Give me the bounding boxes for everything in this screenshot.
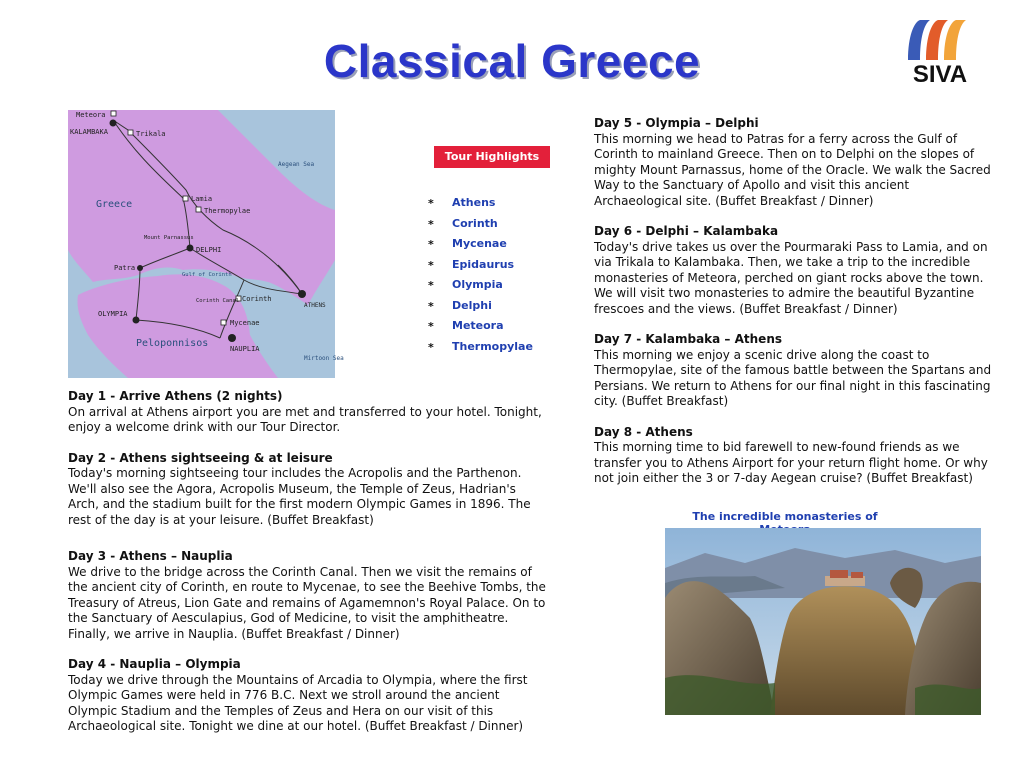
itinerary-left-column (68, 389, 548, 735)
map-label-patra: Patra (114, 264, 136, 272)
map-label-mount-parnassus: Mount Parnassus (144, 235, 194, 241)
bullet: * (428, 217, 434, 231)
day-description: This morning time to bid farewell to new-found friends as we transfer you to Athens Airport for your return flight home. Or why not join either the 3 or 7-day Aegean cruise? (Buffet Breakfast) (594, 440, 988, 485)
bullet: * (428, 279, 434, 292)
bullet: * (428, 299, 434, 313)
day-8 (594, 425, 994, 487)
day-description: Today's morning sightseeing tour includes the Acropolis and the Parthenon. We'll also see the Agora, Acropolis Museum, the Temple of Zeus, Hadrian's Arch, and the stadium built for the first modern Olympic Games in 1896. The rest of the day is at your leisure. (Buffet Breakfast) (68, 466, 531, 527)
day-1 (68, 389, 548, 436)
map-label-meteora: Meteora (76, 111, 106, 119)
day-3 (68, 549, 548, 642)
bullet: * (428, 340, 434, 354)
day-2 (68, 451, 548, 529)
siva-logo (904, 16, 976, 86)
day-title: Day 7 - Kalambaka – Athens (594, 332, 782, 346)
day-title: Day 2 - Athens sightseeing & at leisure (68, 450, 333, 465)
day-description: On arrival at Athens airport you are met and transferred to your hotel. Tonight, enjoy a welcome drink with our Tour Director. (68, 404, 542, 434)
day-title: Day 6 - Delphi – Kalambaka (594, 224, 779, 238)
map-label-delphi: DELPHI (196, 246, 222, 254)
page-title: Classical Greece (323, 35, 701, 87)
bullet: * (428, 238, 434, 251)
map-label-nauplia: NAUPLIA (230, 345, 260, 353)
day-description: We drive to the bridge across the Corinth Canal. Then we visit the remains of the ancient city of Corinth, en route to Mycenae, to see the Beehive Tombs, the Treasury of Atreus, Lion Gate and remains of Agamemnon's Royal Palace. On to the Sanctuary of Aesculapius, God of Medicine, to visit the amphitheatre. Finally, we arrive in Nauplia. (Buffet Breakfast / Dinner) (68, 564, 546, 641)
photo-caption: The incredible monasteries of (692, 510, 878, 523)
itinerary-right-column (594, 116, 994, 487)
highlight-label: Meteora (452, 319, 504, 332)
day-description: Today we drive through the Mountains of Arcadia to Olympia, where the first Olympic Games were held in 776 B.C. Next we stroll around the ancient Olympic Stadium and the Temples of Zeus and Hera on our visit of this Archaeological site. Tonight we dine at our hotel. (Buffet Breakfast / Dinner) (68, 672, 528, 733)
map-label-corinth: Corinth (242, 295, 272, 303)
map-label-gulf-of-corinth: Gulf of Corinth (182, 272, 232, 278)
map-label-aegean-sea: Aegean Sea (278, 161, 315, 168)
map-label-olympia: OLYMPIA (98, 310, 128, 318)
map-label-trikala: Trikala (136, 130, 166, 138)
day-description: This morning we enjoy a scenic drive along the coast to Thermopylae, site of the famous battle between the Spartans and Persians. We return to Athens for our final night in this fascinating city. (Buffet Breakfast) (594, 347, 992, 408)
day-title: Day 3 - Athens – Nauplia (68, 549, 233, 563)
highlight-label: Epidaurus (452, 257, 515, 271)
highlight-label: Olympia (452, 278, 503, 291)
map-label-corinth-canal: Corinth Canal (196, 298, 240, 304)
bullet: * (428, 320, 434, 333)
day-6 (594, 224, 994, 317)
highlight-label: Mycenae (452, 237, 507, 250)
day-4 (68, 657, 548, 735)
meteora-photo (665, 528, 981, 715)
map-label-kalambaka: KALAMBAKA (70, 128, 108, 136)
highlight-label: Athens (452, 196, 496, 209)
day-description: This morning we head to Patras for a ferry across the Gulf of Corinth to mainland Greece. Then on to Delphi on the slopes of mighty Mount Parnassus, home of the Oracle. We walk the Sacred Way to the Sanctuary of Apollo and visit this ancient Archaeological site. (Buffet Breakfast / Dinner) (594, 131, 991, 208)
day-description: Today's drive takes us over the Pourmaraki Pass to Lamia, and on via Trikala to Kalambaka. Then, we take a trip to the incredible monasteries of Meteora, perched on giant rocks above the town. We will visit two monasteries to admire the beautiful Byzantine frescoes and the views. (Buffet Breakfast / Dinner) (594, 239, 988, 316)
map-label-mirtoon-sea: Mirtoon Sea (304, 355, 344, 362)
map-label-greece: Greece (96, 199, 133, 210)
logo-text: SIVA (912, 61, 968, 88)
map-label-athens: ATHENS (304, 302, 326, 309)
day-title: Day 5 - Olympia – Delphi (594, 116, 759, 130)
route-map (68, 110, 344, 378)
map-label-mycenae: Mycenae (230, 319, 260, 327)
tour-highlights-badge: Tour Highlights (434, 146, 550, 168)
map-label-thermopylae: Thermopylae (204, 207, 251, 215)
highlight-label: Delphi (452, 298, 492, 312)
map-label-peloponnisos: Peloponnisos (136, 338, 209, 349)
highlight-label: Thermopylae (452, 339, 533, 353)
bullet: * (428, 197, 434, 210)
day-7 (594, 332, 994, 410)
day-5 (594, 116, 994, 209)
map-label-lamia: Lamia (191, 195, 213, 203)
day-title: Day 8 - Athens (594, 424, 693, 439)
day-title: Day 4 - Nauplia – Olympia (68, 657, 241, 671)
day-title: Day 1 - Arrive Athens (2 nights) (68, 389, 283, 403)
bullet: * (428, 258, 434, 272)
highlight-label: Corinth (452, 216, 498, 230)
